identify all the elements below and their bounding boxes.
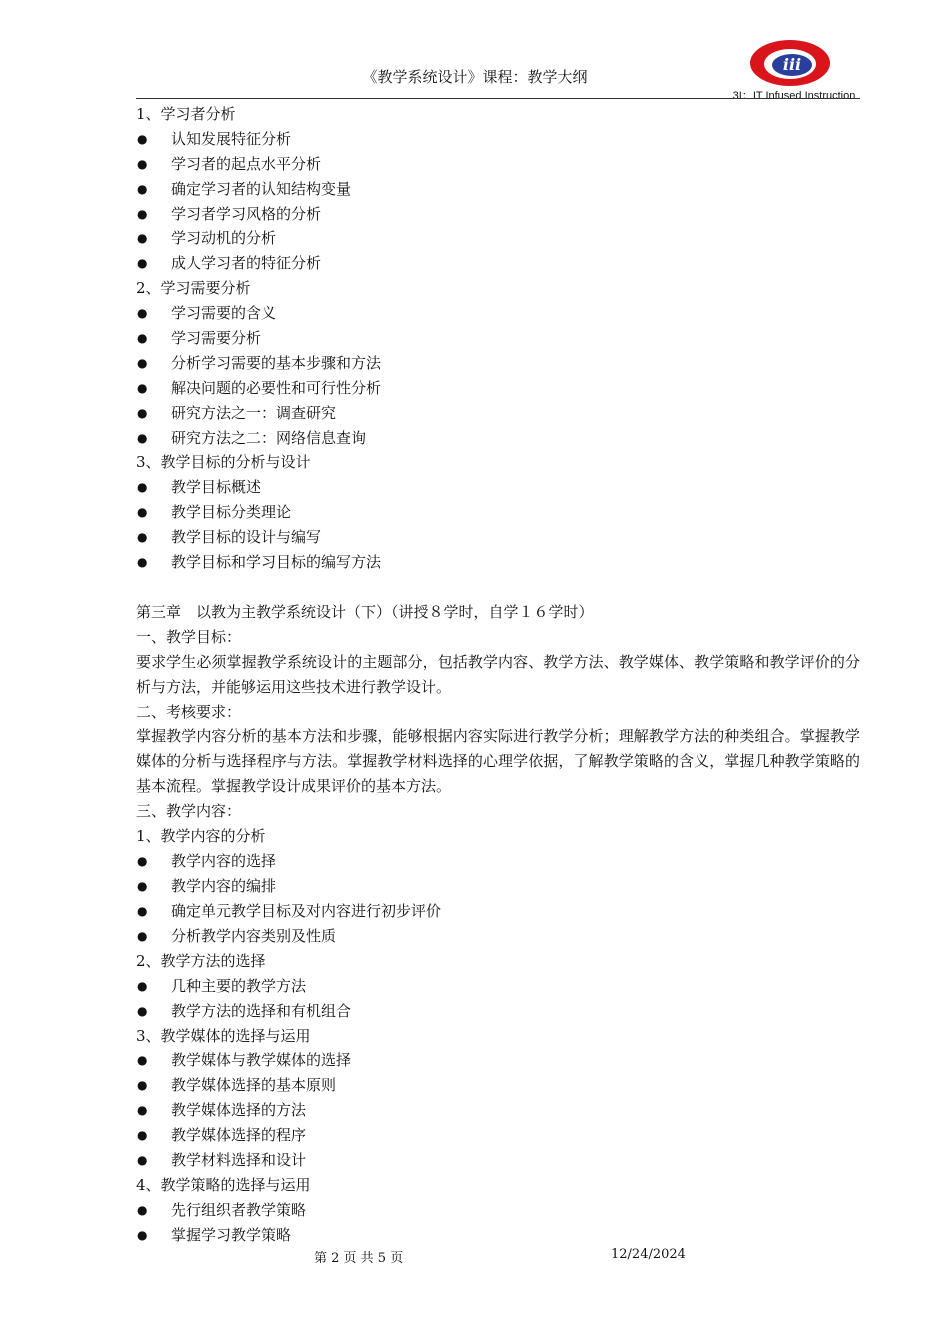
list-item [136,1198,860,1223]
bullet-icon: ● [137,978,148,993]
bullet-icon: ● [137,355,148,370]
document-title: 《教学系统设计》课程：教学大纲 [362,68,588,86]
bullet-icon: ● [137,480,148,495]
list-item [136,1048,860,1073]
logo-mark: iii [782,55,802,74]
bullet-icon: ● [137,854,148,869]
list-item-text: 学习者学习风格的分析 [171,204,322,223]
bullet-icon: ● [137,1202,148,1217]
bullet-icon: ● [137,1078,148,1093]
list-item [136,376,860,401]
list-item-text: 教学目标的设计与编写 [171,528,322,547]
bullet-icon: ● [137,555,148,570]
list-item [136,899,860,924]
logo-caption: 3I：IT Infused Instruction [732,90,856,102]
list-item-text: 学习需要的含义 [171,304,277,323]
bullet-icon: ● [137,1128,148,1143]
list-item-text: 成人学习者的特征分析 [171,254,322,273]
list-item [136,351,860,376]
list-item-text: 分析教学内容类别及性质 [171,926,337,945]
bullet-icon: ● [137,181,148,196]
list-item [136,550,860,575]
section-heading: 3、教学媒体的选择与运用 [136,1026,311,1045]
bullet-icon: ● [137,405,148,420]
list-item-text: 认知发展特征分析 [171,129,292,148]
3i-logo-icon [748,38,832,88]
list-item [136,301,860,326]
list-item-text: 教学目标分类理论 [171,503,292,522]
list-item [136,202,860,227]
section-heading: 1、教学内容的分析 [136,827,266,846]
list-item [136,251,860,276]
list-item-text: 学习动机的分析 [171,229,277,248]
blank-line [136,575,860,600]
bullet-icon: ● [137,530,148,545]
list-item [136,226,860,251]
list-item [136,874,860,899]
list-item-text: 几种主要的教学方法 [171,976,307,995]
bullet-icon: ● [137,1053,148,1068]
bullet-icon: ● [137,131,148,146]
section-heading: 一、教学目标： [136,627,242,646]
paragraph: 要求学生必须掌握教学系统设计的主题部分，包括教学内容、教学方法、教学媒体、教学策略和教学评价的分析与方法，并能够运用这些技术进行教学设计。 [136,652,860,696]
list-item [136,500,860,525]
list-item-text: 掌握学习教学策略 [171,1225,292,1244]
list-item-text: 研究方法之一：调查研究 [171,403,337,422]
bullet-icon: ● [137,1103,148,1118]
list-item-text: 研究方法之二：网络信息查询 [171,428,367,447]
bullet-icon: ● [137,306,148,321]
list-item [136,326,860,351]
list-item-text: 学习需要分析 [171,329,262,348]
list-item-text: 学习者的起点水平分析 [171,154,322,173]
list-item-text: 教学内容的选择 [171,852,277,871]
section-heading: 2、学习需要分析 [136,279,251,298]
list-item [136,525,860,550]
list-item [136,849,860,874]
list-item-text: 教学媒体选择的基本原则 [171,1076,337,1095]
list-item-text: 教学媒体选择的程序 [171,1126,307,1145]
list-item [136,999,860,1024]
list-item-text: 教学目标和学习目标的编写方法 [171,553,382,572]
list-item-text: 教学内容的编排 [171,877,277,896]
list-item-text: 确定单元教学目标及对内容进行初步评价 [171,902,442,921]
bullet-icon: ● [137,1003,148,1018]
bullet-icon: ● [137,928,148,943]
list-item-text: 教学媒体与教学媒体的选择 [171,1051,352,1070]
list-item-text: 先行组织者教学策略 [171,1200,307,1219]
list-item [136,924,860,949]
page-number: 第 2 页 共 5 页 [314,1251,404,1266]
list-item [136,401,860,426]
bullet-icon: ● [137,879,148,894]
bullet-icon: ● [137,1152,148,1167]
paragraph: 掌握教学内容分析的基本方法和步骤，能够根据内容实际进行教学分析；理解教学方法的种类组合。掌握教学媒体的分析与选择程序与方法。掌握教学材料选择的心理学依据，了解教学策略的含义，掌握几种教学策略的基本流程。掌握教学设计成果评价的基本方法。 [136,727,860,796]
bullet-icon: ● [137,331,148,346]
bullet-icon: ● [137,1227,148,1242]
section-heading: 1、学习者分析 [136,105,236,123]
header-divider [136,98,860,99]
section-heading: 第三章 以教为主教学系统设计（下）（讲授８学时，自学１６学时） [136,602,594,621]
list-item [136,177,860,202]
bullet-icon: ● [137,505,148,520]
list-item [136,1148,860,1173]
section-heading: 2、教学方法的选择 [136,951,266,970]
section-heading: 二、考核要求： [136,702,242,721]
list-item [136,152,860,177]
list-item [136,127,860,152]
list-item-text: 教学材料选择和设计 [171,1150,307,1169]
bullet-icon: ● [137,156,148,171]
list-item [136,974,860,999]
list-item [136,475,860,500]
footer-date: 12/24/2024 [611,1247,686,1262]
bullet-icon: ● [137,231,148,246]
list-item [136,1073,860,1098]
list-item [136,1098,860,1123]
bullet-icon: ● [137,904,148,919]
section-heading: 3、教学目标的分析与设计 [136,453,311,472]
section-heading: 三、教学内容： [136,802,242,821]
bullet-icon: ● [137,206,148,221]
list-item [136,1123,860,1148]
list-item-text: 教学目标概述 [171,478,262,497]
document-body [136,102,860,1248]
list-item-text: 教学媒体选择的方法 [171,1101,307,1120]
bullet-icon: ● [137,430,148,445]
list-item [136,426,860,451]
section-heading: 4、教学策略的选择与运用 [136,1175,311,1194]
list-item [136,1223,860,1248]
list-item-text: 确定学习者的认知结构变量 [171,179,352,198]
list-item-text: 分析学习需要的基本步骤和方法 [171,353,382,372]
bullet-icon: ● [137,256,148,271]
list-item-text: 解决问题的必要性和可行性分析 [171,378,382,397]
bullet-icon: ● [137,380,148,395]
list-item-text: 教学方法的选择和有机组合 [171,1001,352,1020]
